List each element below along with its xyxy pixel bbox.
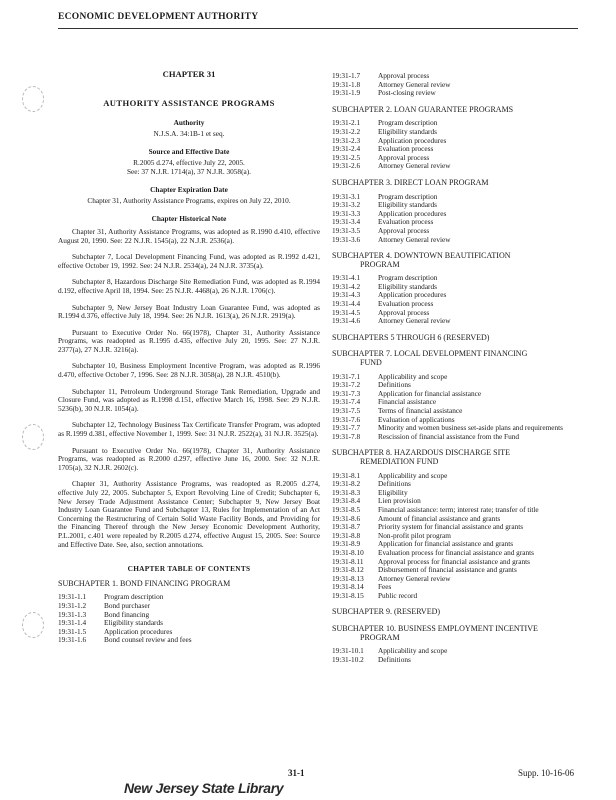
toc-section-number: 19:31-1.2: [58, 600, 87, 610]
toc-entry: [58, 636, 320, 645]
toc-entry: [332, 480, 588, 489]
toc-section-title: Eligibility standards: [378, 200, 437, 210]
toc-section-number: 19:31-10.1: [332, 646, 364, 656]
page-number: 31-1: [288, 768, 305, 778]
toc-section-number: 19:31-7.2: [332, 380, 361, 390]
toc-entry: [332, 283, 588, 292]
subchapter-title: SUBCHAPTER 8. HAZARDOUS DISCHARGE SITE: [332, 448, 511, 458]
toc-section-number: 19:31-1.7: [332, 71, 361, 80]
source-line-1: R.2005 d.274, effective July 22, 2005.: [133, 157, 245, 167]
toc-entry: [332, 656, 588, 665]
toc-entry: [332, 193, 588, 202]
punch-hole-bottom: [22, 612, 44, 638]
toc-section-title: Fees: [378, 582, 392, 592]
expiration-text: Chapter 31, Authority Assistance Programs, expires on July 22, 2010.: [87, 195, 291, 205]
toc-section-number: 19:31-8.14: [332, 582, 364, 592]
toc-section-number: 19:31-7.4: [332, 397, 361, 407]
history-note: Subchapter 11, Petroleum Underground Storage Tank Remediation, Upgrade and Closure Fund, was adopted as R.1998 d.151, effective March 16, 1998. See: 29 N.J.R. 5236(b), 30 N.J.R. 1054(a).: [58, 386, 320, 413]
toc-section-number: 19:31-4.3: [332, 290, 361, 300]
toc-section-number: 19:31-8.11: [332, 556, 364, 566]
subchapter-heading: [332, 625, 588, 642]
library-stamp: New Jersey State Library: [124, 780, 284, 796]
toc-section-title: Eligibility standards: [104, 618, 163, 628]
toc-section-number: 19:31-3.3: [332, 208, 361, 218]
toc-entry: [332, 489, 588, 498]
toc-section-title: Public record: [378, 590, 418, 600]
toc-section-number: 19:31-4.5: [332, 307, 361, 317]
subchapter-title-continued: REMEDIATION FUND: [360, 456, 439, 466]
toc-section-title: Financial assistance: [378, 397, 437, 407]
toc-section-title: Attorney General review: [378, 234, 451, 244]
toc-section-number: 19:31-8.4: [332, 496, 361, 506]
subchapter-heading: [332, 350, 588, 367]
toc-entry: [332, 647, 588, 656]
subchapter-title: SUBCHAPTER 3. DIRECT LOAN PROGRAM: [332, 177, 489, 187]
history-note: Subchapter 10, Business Employment Incentive Program, was adopted as R.1996 d.470, effective October 7, 1996. See: 28 N.J.R. 3058(a), 28 N.J.R. 4510(b).: [58, 361, 320, 380]
toc-section-title: Disbursement of financial assistance and grants: [378, 565, 517, 575]
toc-section-number: 19:31-8.12: [332, 565, 364, 575]
toc-entry: [332, 523, 588, 532]
toc-section-title: Lien provision: [378, 496, 421, 506]
toc-section-title: Program description: [378, 118, 438, 128]
toc-section-number: 19:31-4.6: [332, 316, 361, 326]
toc-section-number: 19:31-2.1: [332, 118, 361, 128]
subchapter-title: SUBCHAPTER 2. LOAN GUARANTEE PROGRAMS: [332, 104, 514, 114]
toc-section-number: 19:31-2.2: [332, 126, 361, 136]
subchapter-title: SUBCHAPTERS 5 THROUGH 6 (RESERVED): [332, 332, 490, 342]
toc-section-title: Non-profit pilot program: [378, 530, 451, 540]
toc-section-title: Bond financing: [104, 609, 150, 619]
toc-section-number: 19:31-3.4: [332, 217, 361, 227]
toc-section-title: Program description: [104, 592, 164, 602]
toc-section-title: Attorney General review: [378, 316, 451, 326]
toc-entry: [332, 145, 588, 154]
toc-section-number: 19:31-1.1: [58, 592, 87, 602]
history-note: Pursuant to Executive Order No. 66(1978), Chapter 31, Authority Assistance Programs, was readopted as R.2000 d.297, effective June 16, 2000. See: 32 N.J.R. 1705(a), 32 N.J.R. 2602(c).: [58, 445, 320, 472]
history-note: Pursuant to Executive Order No. 66(1978), Chapter 31, Authority Assistance Programs, was readopted as R.1995 d.435, effective July 20, 1995. See: 27 N.J.R. 2377(a), 27 N.J.R. 3216(a).: [58, 327, 320, 354]
running-header: ECONOMIC DEVELOPMENT AUTHORITY: [58, 12, 259, 22]
toc-section-title: Approval process for financial assistance and grants: [378, 556, 530, 566]
toc-section-number: 19:31-7.5: [332, 406, 361, 415]
toc-section-title: Approval process: [378, 225, 430, 235]
toc-section-title: Definitions: [378, 380, 411, 390]
toc-entry: [332, 218, 588, 227]
toc-section-number: 19:31-10.2: [332, 654, 364, 664]
toc-section-title: Application for financial assistance and grants: [378, 539, 514, 549]
toc-section-title: Amount of financial assistance and grants: [378, 513, 501, 523]
subchapter-title: SUBCHAPTER 4. DOWNTOWN BEAUTIFICATION: [332, 251, 511, 261]
history-note: Subchapter 9, New Jersey Boat Industry Loan Guarantee Fund, was adopted as R.1994 d.376, effective July 18, 1994. See: 26 N.J.R. 1613(a), 26 N.J.R. 2919(a).: [58, 302, 320, 321]
punch-hole-top: [22, 86, 44, 112]
toc-section-title: Approval process: [378, 71, 430, 80]
punch-hole-middle: [22, 424, 44, 450]
toc-entry: [332, 407, 588, 416]
toc-section-title: Approval process: [378, 307, 430, 317]
toc-section-title: Attorney General review: [378, 79, 451, 89]
subchapter-title: SUBCHAPTER 7. LOCAL DEVELOPMENT FINANCING: [332, 349, 528, 359]
toc-entry: [332, 433, 588, 442]
toc-section-number: 19:31-8.1: [332, 470, 361, 480]
toc-section-title: Evaluation of applications: [378, 414, 455, 424]
subchapter-heading: [332, 106, 588, 115]
toc-section-title: Financial assistance: term; interest rate; transfer of title: [378, 504, 539, 514]
subchapter-heading: [332, 179, 588, 188]
toc-entry: [332, 592, 588, 601]
history-note: Chapter 31, Authority Assistance Programs, was readopted as R.2005 d.274, effective July 22, 2005. Subchapter 5, Export Revolving Line of Credit; Subchapter 6, New Jersey Trade Adjustment Assistance Center; Subchapter 9, New Jersey Boat Industry Loan Guarantee Fund and Subchapter 13, Rules for Implementation of an Act Concerning the Restructuring of Certain Solid Waste Facility Bonds, and Providing for the Financing Thereof through the New Jersey Economic Development Authority, P.L.2001, c.401 were repealed by R.2005 d.274, effective August 15, 2005. See: Source and Effective Date. See, also, section annotations.: [58, 479, 320, 549]
subchapter-title-continued: PROGRAM: [360, 259, 400, 269]
toc-section-title: Applicability and scope: [378, 470, 448, 480]
toc-section-number: 19:31-8.7: [332, 522, 361, 532]
history-heading: Chapter Historical Note: [151, 214, 227, 224]
toc-section-number: 19:31-3.2: [332, 200, 361, 210]
subchapter-heading: [58, 580, 320, 589]
history-note: Subchapter 8, Hazardous Discharge Site Remediation Fund, was adopted as R.1994 d.192, effective April 18, 1994. See: 25 N.J.R. 4468(a), 26 N.J.R. 1706(c).: [58, 277, 320, 295]
toc-entry: [58, 611, 320, 620]
supplement-date: Supp. 10-16-06: [518, 768, 574, 778]
toc-section-number: 19:31-8.8: [332, 530, 361, 540]
toc-entry: [332, 210, 588, 219]
subchapter-heading: [332, 449, 588, 466]
toc-entry: [332, 72, 588, 81]
toc-section-title: Applicability and scope: [378, 371, 448, 381]
toc-section-title: Bond purchaser: [104, 600, 150, 610]
toc-left: [58, 580, 320, 645]
toc-section-title: Eligibility: [378, 487, 408, 497]
toc-right: [332, 106, 588, 665]
toc-entry: [332, 89, 588, 98]
toc-section-title: Evaluation process: [378, 299, 434, 309]
toc-entry: [332, 154, 588, 163]
toc-section-number: 19:31-2.4: [332, 144, 361, 154]
history-note: Chapter 31, Authority Assistance Programs, was adopted as R.1990 d.410, effective August 20, 1990. See: 22 N.J.R. 1545(a), 22 N.J.R. 2536(a).: [58, 226, 320, 245]
toc-entry: [332, 291, 588, 300]
toc-entry: [332, 81, 588, 90]
toc-section-number: 19:31-7.3: [332, 388, 361, 398]
toc-section-number: 19:31-8.2: [332, 479, 361, 489]
toc-section-number: 19:31-8.15: [332, 590, 364, 600]
toc-section-number: 19:31-8.3: [332, 487, 361, 497]
toc-entry: [332, 583, 588, 592]
toc-section-number: 19:31-4.2: [332, 281, 361, 291]
toc-section-title: Terms of financial assistance: [378, 406, 463, 415]
toc-section-title: Minority and women business set-aside plans and requirements: [378, 423, 564, 433]
toc-section-number: 19:31-1.6: [58, 635, 87, 645]
toc-heading: CHAPTER TABLE OF CONTENTS: [127, 564, 251, 574]
toc-entry: [332, 566, 588, 575]
toc-section-number: 19:31-2.5: [332, 152, 361, 162]
toc-section-title: Applicability and scope: [378, 646, 448, 656]
toc-section-title: Evaluation process: [378, 144, 434, 154]
toc-entry: [58, 602, 320, 611]
toc-entry: [332, 201, 588, 210]
history-notes: [58, 228, 320, 549]
chapter-number: CHAPTER 31: [162, 69, 216, 79]
chapter-title: AUTHORITY ASSISTANCE PROGRAMS: [103, 97, 275, 108]
toc-section-title: Evaluation process for financial assistance and grants: [378, 547, 535, 557]
subchapter-heading: [332, 608, 588, 617]
toc-section-number: 19:31-1.5: [58, 626, 87, 636]
toc-section-number: 19:31-8.5: [332, 504, 361, 514]
authority-text: N.J.S.A. 34:1B-1 et seq.: [153, 128, 225, 138]
toc-section-title: Definitions: [378, 479, 411, 489]
toc-section-number: 19:31-8.13: [332, 573, 364, 583]
toc-section-title: Approval process: [378, 152, 430, 162]
toc-section-title: Program description: [378, 273, 438, 283]
history-note: Subchapter 7, Local Development Financing Fund, was adopted as R.1992 d.421, effective October 19, 1992. See: 24 N.J.R. 2534(a), 24 N.J.R. 3735(a).: [58, 252, 320, 270]
toc-section-number: 19:31-7.6: [332, 414, 361, 424]
toc-entry: [332, 300, 588, 309]
source-heading: Source and Effective Date: [148, 147, 230, 157]
toc-section-number: 19:31-3.6: [332, 234, 361, 244]
toc-section-number: 19:31-8.9: [332, 539, 361, 549]
subchapter-title: SUBCHAPTER 1. BOND FINANCING PROGRAM: [58, 578, 231, 588]
expiration-heading: Chapter Expiration Date: [150, 185, 228, 195]
toc-section-title: Application for financial assistance: [378, 388, 482, 398]
toc-section-number: 19:31-7.7: [332, 423, 361, 433]
toc-entry: [58, 593, 320, 602]
toc-continued-entries: [332, 72, 588, 98]
toc-section-title: Attorney General review: [378, 161, 451, 171]
toc-section-title: Post-closing review: [378, 88, 436, 98]
toc-section-title: Definitions: [378, 654, 411, 664]
toc-section-title: Evaluation process: [378, 217, 434, 227]
toc-entry: [332, 390, 588, 399]
toc-section-title: Rescission of financial assistance from the Fund: [378, 431, 520, 441]
toc-section-title: Application procedures: [378, 208, 447, 218]
toc-section-title: Application procedures: [378, 135, 447, 145]
toc-section-number: 19:31-8.10: [332, 547, 364, 557]
toc-entry: [332, 575, 588, 584]
toc-section-title: Program description: [378, 191, 438, 201]
toc-section-number: 19:31-1.8: [332, 79, 361, 89]
toc-entry: [332, 128, 588, 137]
toc-section-number: 19:31-3.1: [332, 191, 361, 201]
toc-section-title: Application procedures: [104, 626, 173, 636]
toc-section-title: Bond counsel review and fees: [104, 635, 192, 645]
toc-section-number: 19:31-1.4: [58, 618, 87, 628]
toc-entry: [332, 137, 588, 146]
toc-section-title: Priority system for financial assistance and grants: [378, 522, 524, 532]
right-column: [332, 72, 588, 664]
toc-section-number: 19:31-1.3: [58, 609, 87, 619]
subchapter-title-continued: FUND: [360, 358, 382, 368]
subchapter-title: SUBCHAPTER 9. (RESERVED): [332, 607, 441, 617]
toc-section-title: Eligibility standards: [378, 126, 437, 136]
toc-entry: [332, 472, 588, 481]
subchapter-heading: [332, 334, 588, 343]
subchapter-heading: [332, 252, 588, 269]
toc-entry: [332, 162, 588, 171]
toc-section-number: 19:31-4.1: [332, 273, 361, 283]
toc-entry: [58, 619, 320, 628]
toc-section-title: Application procedures: [378, 290, 447, 300]
header-rule: [58, 28, 578, 29]
toc-entry: [332, 236, 588, 245]
left-column: [58, 70, 320, 645]
toc-section-title: Eligibility standards: [378, 281, 437, 291]
toc-entry: [332, 309, 588, 318]
toc-section-number: 19:31-3.5: [332, 225, 361, 235]
toc-section-number: 19:31-2.3: [332, 135, 361, 145]
toc-entry: [332, 227, 588, 236]
toc-section-number: 19:31-4.4: [332, 299, 361, 309]
subchapter-title: SUBCHAPTER 10. BUSINESS EMPLOYMENT INCENTIVE: [332, 624, 538, 634]
toc-section-title: Attorney General review: [378, 573, 451, 583]
history-note: Subchapter 12, Technology Business Tax Certificate Transfer Program, was adopted as R.1999 d.381, effective November 1, 1999. See: 31 N.J.R. 2522(a), 31 N.J.R. 3525(a).: [58, 420, 320, 439]
toc-entry: [332, 317, 588, 326]
toc-section-number: 19:31-7.1: [332, 371, 361, 381]
source-line-2: See: 37 N.J.R. 1714(a), 37 N.J.R. 3058(a).: [126, 166, 252, 176]
toc-entry: [332, 119, 588, 128]
subchapter-title-continued: PROGRAM: [360, 632, 400, 642]
toc-entry: [332, 373, 588, 382]
toc-section-number: 19:31-8.6: [332, 513, 361, 523]
toc-entry: [332, 274, 588, 283]
authority-heading: Authority: [173, 118, 205, 128]
toc-section-number: 19:31-1.9: [332, 88, 361, 98]
toc-section-number: 19:31-2.6: [332, 161, 361, 171]
toc-section-number: 19:31-7.8: [332, 431, 361, 441]
